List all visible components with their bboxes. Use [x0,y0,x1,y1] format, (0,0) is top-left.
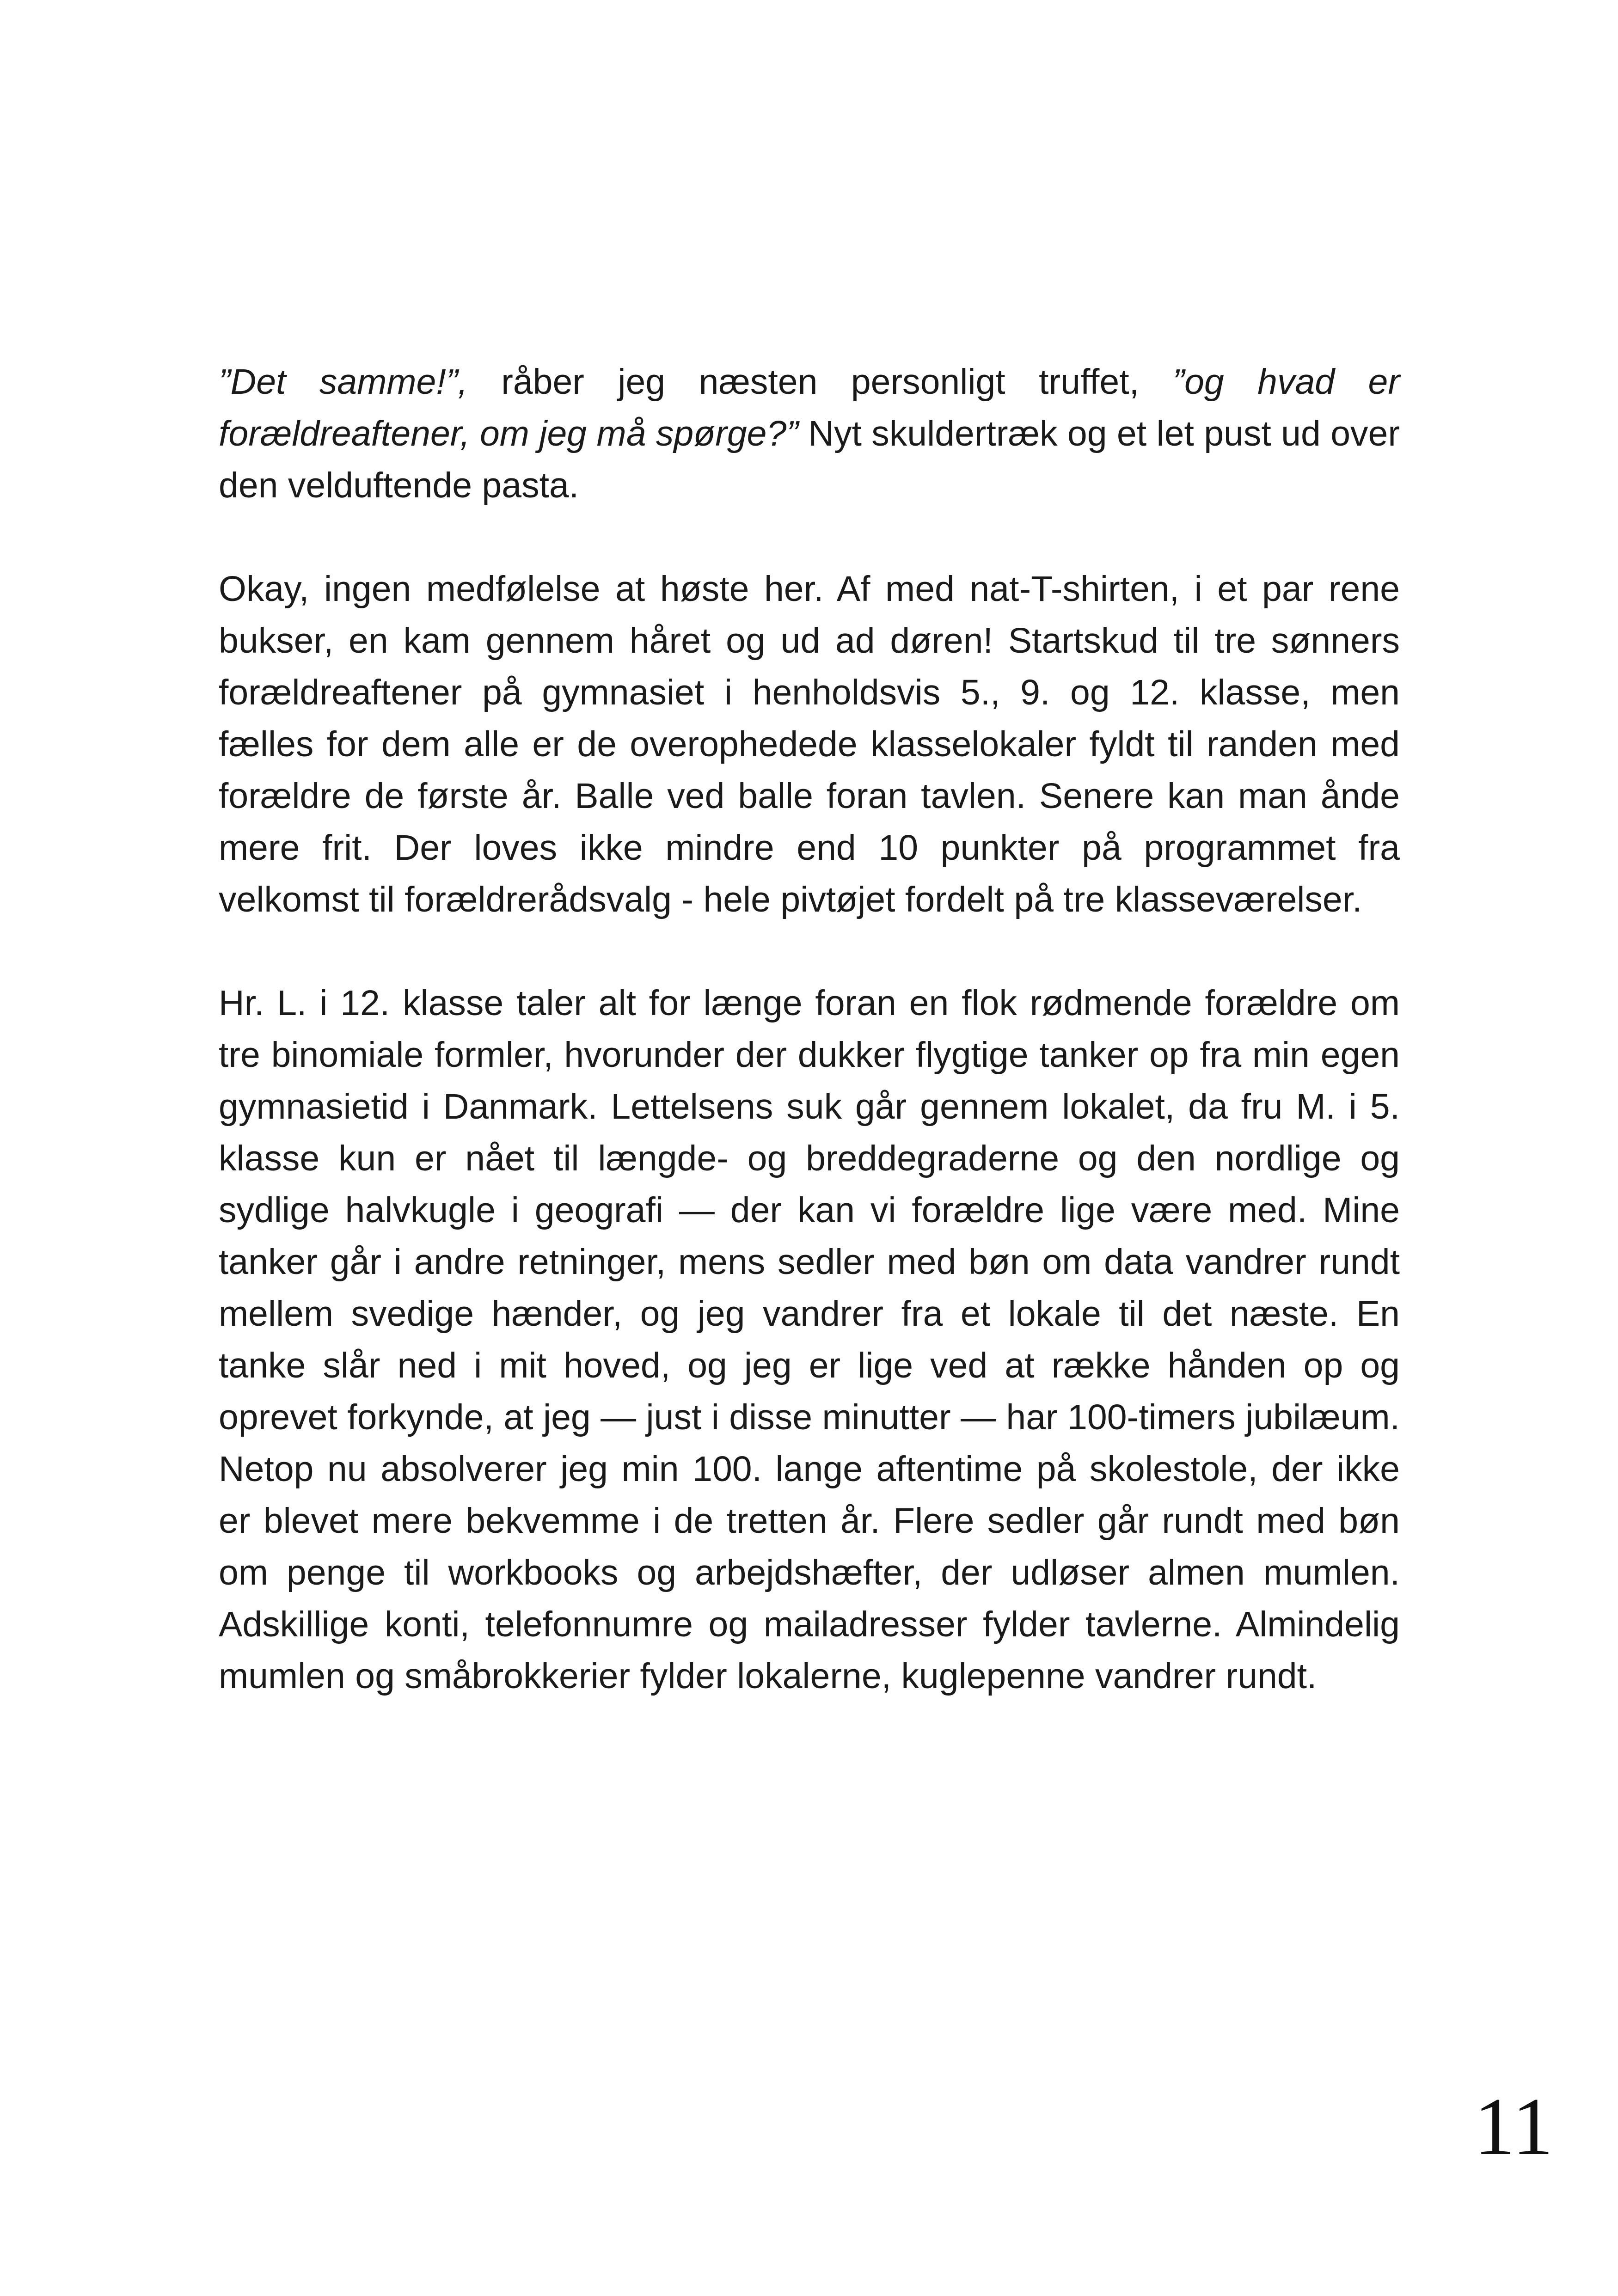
narration-text: Hr. L. i 12. klasse taler alt for længe foran en flok rødmende forældre om tre binomiale formler, hvorunder der dukker flygtige tanker op fra min egen gymnasietid i Danmark. Lettelsens suk går gennem lokalet, da fru M. i 5. klasse kun er nået til længde- og breddegraderne og den nordlige og sydlige halvkugle i geografi — der kan vi forældre lige være med. Mine tanker går i andre retninger, mens sedler med bøn om data vandrer rundt mellem svedige hænder, og jeg vandrer fra et lokale til det næste. En tanke slår ned i mit hoved, og jeg er lige ved at række hånden op og oprevet forkynde, at jeg — just i disse minutter — har 100-timers jubilæum. Netop nu absolverer jeg min 100. lange aftentime på skolestole, der ikke er blevet mere bekvemme i de tretten år. Flere sedler går rundt med bøn om penge til workbooks og arbejdshæfter, der udløser almen mumlen. Adskillige konti, telefonnumre og mailadresser fylder tavlerne. Almindelig mumlen og småbrokkerier fylder lokalerne, kuglepenne vandrer rundt. [219,983,1400,1696]
paragraph-3 [219,977,1400,1702]
page-number: 11 [1474,2081,1553,2172]
paragraph-2 [219,563,1400,925]
narration-text: råber jeg næsten personligt truffet, [467,362,1173,402]
narration-text: Okay, ingen medfølelse at høste her. Af med nat-T-shirten, i et par rene bukser, en kam gennem håret og ud ad døren! Startskud til tre sønners forældreaftener på gymnasiet i henholdsvis 5., 9. og 12. klasse, men fælles for dem alle er de overophedede klasselokaler fyldt til randen med forældre de første år. Balle ved balle foran tavlen. Senere kan man ånde mere frit. Der loves ikke mindre end 10 punkter på programmet fra velkomst til forældrerådsvalg - hele pivtøjet fordelt på tre klasseværelser. [219,569,1400,919]
body-text [219,356,1400,1702]
narration-text: Nyt skuldertræk og et let pust ud over den velduftende pasta. [219,414,1400,505]
dialogue-quote: ”og hvad er forældreaftener, om jeg må spørge?” [219,362,1400,453]
dialogue-quote: ”Det samme!”, [219,362,468,402]
paragraph-1 [219,356,1400,511]
